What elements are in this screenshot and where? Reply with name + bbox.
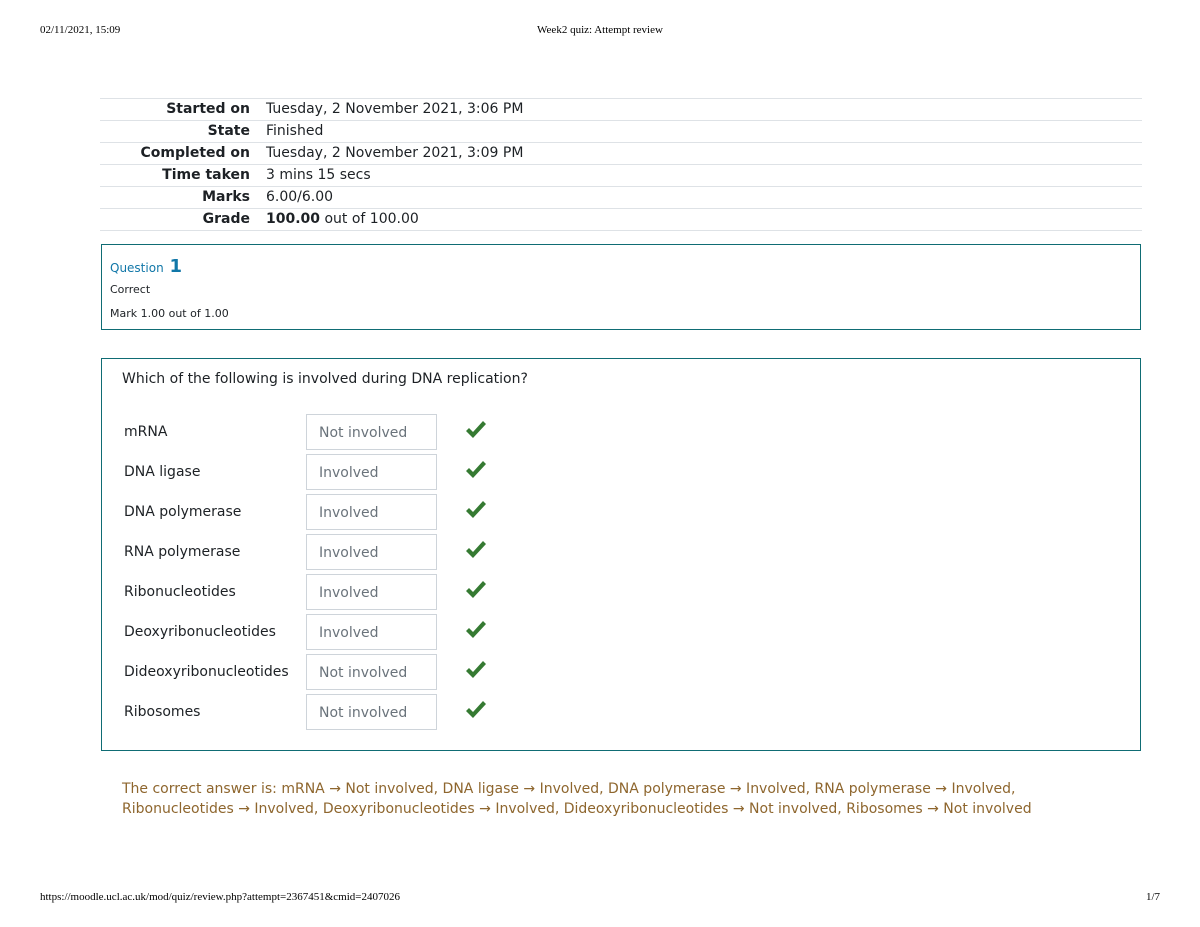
summary-label: Time taken — [162, 167, 250, 183]
print-page-number: 1/7 — [1145, 891, 1160, 903]
match-item-label: Ribosomes — [124, 704, 201, 720]
attempt-summary-table — [100, 98, 1142, 231]
check-icon — [464, 500, 488, 522]
print-url: https://moodle.ucl.ac.uk/mod/quiz/review.php?attempt=2367451&cmid=2407026 — [40, 891, 400, 903]
check-icon — [464, 660, 488, 682]
grade-value: 100.00 — [266, 211, 321, 227]
check-icon — [464, 700, 488, 722]
question-text: Which of the following is involved during DNA replication? — [122, 371, 528, 387]
match-row — [122, 414, 522, 452]
answer-select[interactable]: Involved — [306, 614, 437, 650]
answer-select[interactable]: Involved — [306, 494, 437, 530]
question-content-box — [101, 358, 1141, 751]
summary-label: Grade — [202, 211, 250, 227]
grade-out-of: out of 100.00 — [320, 211, 419, 227]
check-icon — [464, 420, 488, 442]
summary-label: Started on — [166, 101, 250, 117]
question-number-value: 1 — [169, 256, 183, 277]
summary-value: 6.00/6.00 — [266, 189, 334, 205]
match-item-label: RNA polymerase — [124, 544, 241, 560]
summary-label: Completed on — [140, 145, 250, 161]
print-date: 02/11/2021, 15:09 — [40, 24, 121, 36]
match-item-label: Ribonucleotides — [124, 584, 236, 600]
summary-value: Tuesday, 2 November 2021, 3:06 PM — [266, 101, 524, 117]
question-state: Correct — [110, 283, 151, 296]
summary-label: Marks — [202, 189, 250, 205]
match-item-label: Dideoxyribonucleotides — [124, 664, 289, 680]
summary-value: 3 mins 15 secs — [266, 167, 371, 183]
summary-value: Finished — [266, 123, 324, 139]
question-number — [110, 256, 182, 277]
match-item-label: DNA ligase — [124, 464, 201, 480]
match-row — [122, 694, 522, 732]
check-icon — [464, 580, 488, 602]
check-icon — [464, 620, 488, 642]
match-item-label: mRNA — [124, 424, 168, 440]
summary-row — [100, 165, 1142, 187]
correct-answer-feedback: The correct answer is: mRNA → Not involved, DNA ligase → Involved, DNA polymerase → Involved, RNA polymerase → Involved, Ribonucleotides → Involved, Deoxyribonucleotides → Involved, Dideoxyribonucleotides → Not involved, Ribosomes → Not involved — [122, 781, 1032, 817]
answer-select[interactable]: Involved — [306, 574, 437, 610]
answer-select[interactable]: Involved — [306, 534, 437, 570]
match-row — [122, 454, 522, 492]
match-row — [122, 534, 522, 572]
summary-value: Tuesday, 2 November 2021, 3:09 PM — [266, 145, 524, 161]
match-row — [122, 494, 522, 532]
answer-select[interactable]: Not involved — [306, 654, 437, 690]
answer-select[interactable]: Not involved — [306, 694, 437, 730]
question-info-box — [101, 244, 1141, 330]
answer-select[interactable]: Involved — [306, 454, 437, 490]
summary-label: State — [207, 123, 250, 139]
summary-value — [258, 209, 1142, 231]
summary-row — [100, 121, 1142, 143]
match-row — [122, 574, 522, 612]
summary-row — [100, 187, 1142, 209]
question-label: Question — [110, 261, 164, 275]
question-grade: Mark 1.00 out of 1.00 — [110, 307, 229, 320]
match-row — [122, 654, 522, 692]
print-title: Week2 quiz: Attempt review — [537, 24, 663, 36]
match-item-label: Deoxyribonucleotides — [124, 624, 276, 640]
match-row — [122, 614, 522, 652]
match-item-label: DNA polymerase — [124, 504, 242, 520]
answer-select[interactable]: Not involved — [306, 414, 437, 450]
check-icon — [464, 540, 488, 562]
summary-row — [100, 209, 1142, 231]
check-icon — [464, 460, 488, 482]
summary-row — [100, 99, 1142, 121]
summary-row — [100, 143, 1142, 165]
